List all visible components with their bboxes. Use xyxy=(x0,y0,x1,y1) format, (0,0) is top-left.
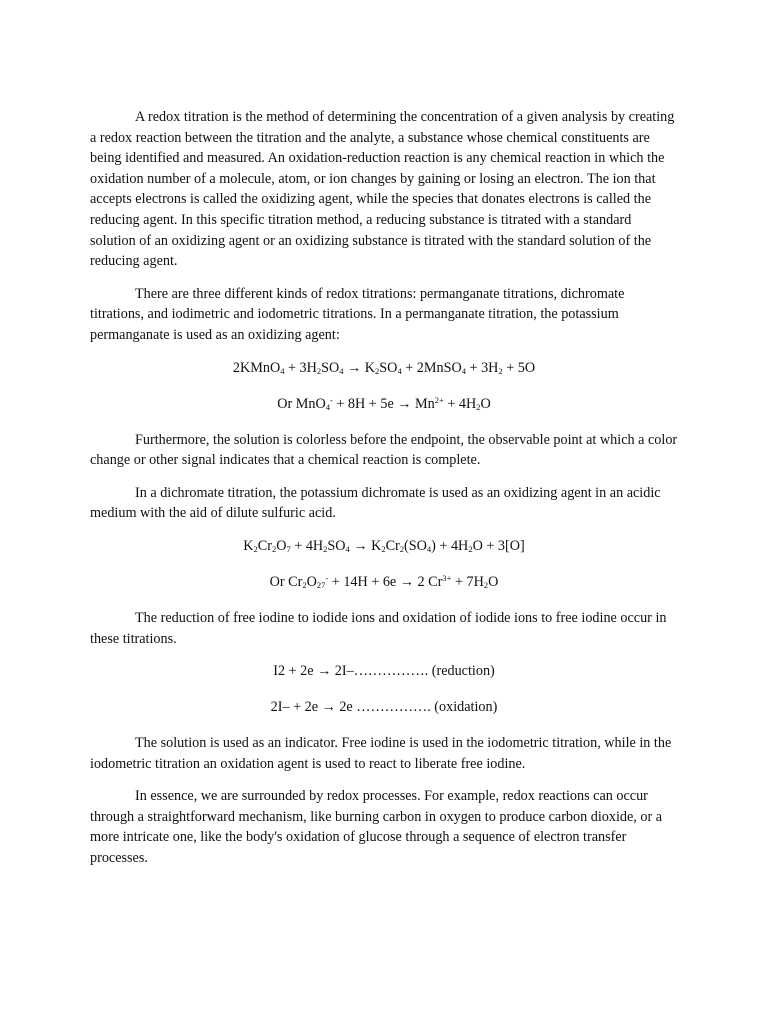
paragraph-redox-definition: A redox titration is the method of determining the concentration of a given analysis by creating a redox reaction between the titration and the analyte, a substance whose chemical constituents are being identified and measured. An oxidation-reduction reaction is any chemical reaction in which the oxidation number of a molecule, atom, or ion changes by gaining or losing an electron. The ion that accepts electrons is called the oxidizing agent, while the species that donates electrons is called the reducing agent. In this specific titration method, a reducing substance is titrated with a standard solution of an oxidizing agent or an oxidizing substance is titrated with the standard solution of the reducing agent. xyxy=(90,109,675,270)
paragraph-titration-kinds: There are three different kinds of redox titrations: permanganate titrations, dichromate titrations, and iodimetric and iodometric titrations. In a permanganate titration, the potassium permanganate is used as an oxidizing agent: xyxy=(90,285,625,343)
document-page xyxy=(90,107,678,881)
equation-permanganate: 2KMnO$_4$ + $3H_2SO_4 \to K_2SO_4$ + 2MnSO$_4$ + $3H_2 + 5O$ xyxy=(232,359,536,376)
equation-iodine-reduction: I2 + 2e → 2I–……………. (reduction) xyxy=(273,663,495,680)
paragraph-endpoint: Furthermore, the solution is colorless before the endpoint, the observable point at which a color change or other signal indicates that a chemical reaction is complete. xyxy=(90,431,678,469)
paragraph-indicator: The solution is used as an indicator. Free iodine is used in the iodometric titration, while in the iodometric titration an oxidation agent is used to react to liberate free iodine. xyxy=(90,735,672,772)
paragraph-essence: In essence, we are surrounded by redox processes. For example, redox reactions can occur through a straightforward mechanism, like burning carbon in oxygen to produce carbon dioxide, or a more intricate one, like the body's oxidation of glucose through a sequence of electron transfer processes. xyxy=(90,788,663,867)
paragraph-dichromate: In a dichromate titration, the potassium dichromate is used as an oxidizing agent in an acidic medium with the aid of dilute sulfuric acid. xyxy=(90,484,661,522)
equation-dichromate: $K_2Cr_2O_7 + 4H_2SO_4 \to K_2Cr_2(SO_4) + 4H_2O + 3[O]$ xyxy=(243,537,525,554)
paragraph-iodine: The reduction of free iodine to iodide ions and oxidation of iodide ions to free iodine occur in these titrations. xyxy=(90,609,667,647)
equation-iodide-oxidation: 2I– + 2e → 2e ……………. (oxidation) xyxy=(270,699,498,716)
equation-dichromate-ionic: Or $Cr_2O_{27}^- + 14H + 6e \to 2$ $Cr^{3+} + 7H_2O$ xyxy=(269,572,499,590)
equation-permanganate-ionic: Or $MnO_4^- + 8H + 5e \to Mn^{2+} + 4H_2O$ xyxy=(277,394,491,412)
